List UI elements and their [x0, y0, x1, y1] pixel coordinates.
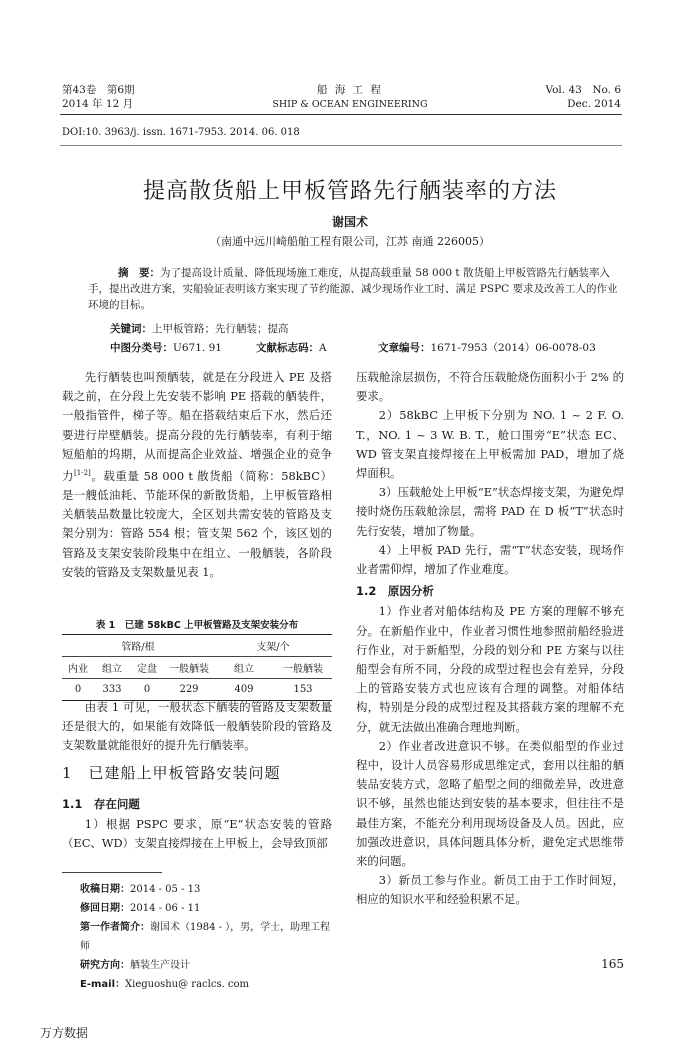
keywords-label: 关键词： — [110, 323, 152, 335]
keywords-text: 上甲板管路；先行舾装；提高 — [152, 323, 289, 335]
section-1-1-heading: 1.1 存在问题 — [62, 797, 140, 811]
table-cell: 229 — [179, 684, 199, 695]
intro-paragraph — [62, 368, 332, 582]
footnote-research — [80, 956, 340, 975]
footnotes — [80, 880, 340, 994]
abstract-label: 摘 要： — [118, 267, 160, 279]
table-header-cell: 一般舾装 — [169, 664, 209, 675]
page-number: 165 — [601, 957, 624, 971]
doi: DOI:10. 3963/j. issn. 1671-7953. 2014. 06. 018 — [62, 127, 300, 138]
right-column — [356, 368, 624, 910]
section-1-1-paragraph — [62, 815, 332, 853]
clc-label: 中图分类号： — [110, 342, 173, 354]
table-cell: 153 — [293, 684, 313, 695]
clc — [110, 340, 222, 355]
footnote-text: 2014 - 06 - 11 — [130, 903, 201, 914]
article-number-value: 1671-7953（2014）06-0078-03 — [430, 342, 596, 354]
after-table-text: 由表 1 可见，一般状态下舾装的管路及支架数量还是很大的，如果能有效降低一般舾装阶段的管路及支架数量就能很好的提升先行舾装率。 — [62, 700, 332, 753]
footnote-text: 2014 - 05 - 13 — [130, 884, 201, 895]
after-table-paragraph — [62, 698, 332, 756]
abstract-text: 为了提高设计质量、降低现场施工难度，从提高载重量 58 000 t 散货船上甲板管路先行舾装率入手，提出改进方案，实船验证表明该方案实现了节约能源、减少现场作业工时、满足 PSPC 要求及改善工人的作业环境的目标。 — [88, 267, 618, 311]
right-paragraph-5: 1）作业者对船体结构及 PE 方案的理解不够充分。在新船作业中，作业者习惯性地参照前船经验进行作业，对于新船型，分段的划分和 PE 方案与以往船型会有所不同，分段的成型过程也会有差异，分段上的管路安装方式也应该有合理的调整。对船体结构，特别是分段的成型过程及其搭载方案的理解不充分，就无法做出准确合理地判断。 — [356, 604, 624, 734]
left-column — [62, 368, 332, 582]
table-row — [62, 679, 332, 701]
right-paragraph-4: 4）上甲板 PAD 先行，需“T”状态安装，现场作业者需仰焊，增加了作业难度。 — [356, 542, 624, 577]
table-header-cell: 一般舾装 — [283, 664, 323, 675]
doc-code-label: 文献标志码： — [256, 342, 319, 354]
keywords — [110, 321, 289, 336]
table-cell: 333 — [102, 684, 122, 695]
table-caption: 表 1 已建 58kBC 上甲板管路及支架安装分布 — [95, 620, 299, 631]
footnote-label: E-mail： — [80, 979, 126, 990]
footnote-text: 舾装生产设计 — [130, 960, 190, 971]
right-paragraph-3: 3）压载舱处上甲板“E”状态焊接支架，为避免焊接时烧伤压载舱涂层，需将 PAD 在 D 板“T”状态时先行安装，增加了物量。 — [356, 485, 624, 538]
affiliation: （南通中远川崎船舶工程有限公司，江苏 南通 226005） — [210, 235, 490, 248]
footnote-received — [80, 880, 340, 899]
section-1-2-heading: 1.2 原因分析 — [356, 584, 434, 599]
table-group-header-supports: 支架/个 — [256, 642, 290, 653]
article-number-label: 文章编号： — [378, 342, 431, 354]
table-cell: 0 — [143, 684, 151, 695]
doi-rule — [60, 145, 622, 146]
footnote-label: 研究方向： — [80, 960, 130, 971]
table-1 — [62, 634, 332, 701]
intro-text: 先行舾装也叫预舾装，就是在分段进入 PE 及搭载之前，在分段上先安装不影响 PE 搭载的舾装件，一般指管件，梯子等。船在搭载结束后下水，然后还要进行岸壁舾装。提高分段的先行舾装率，有利于缩短船舶的坞期，从而提高企业效益、增强企业的竞争力 — [62, 370, 332, 483]
table-header-cell: 组立 — [102, 664, 122, 675]
footnote-email — [80, 975, 340, 994]
footnote-revised — [80, 899, 340, 918]
footnote-label: 收稿日期： — [80, 884, 130, 895]
section-1-1-text: 1）根据 PSPC 要求，原“E”状态安装的管路（EC、WD）支架直接焊接在上甲板上，会导致顶部 — [62, 817, 332, 851]
table-header-cell: 内业 — [68, 664, 88, 675]
article-title: 提高散货船上甲板管路先行舾装率的方法 — [142, 179, 557, 204]
header-vol-en: Vol. 43 No. 6 — [545, 84, 621, 96]
clc-value: U671. 91 — [173, 342, 222, 354]
footnote-author — [80, 918, 340, 956]
footnote-rule — [62, 872, 162, 873]
header-volume: 第43卷 第6期 — [62, 84, 135, 96]
footnote-label: 第一作者简介： — [80, 922, 150, 933]
table-cell: 0 — [74, 684, 82, 695]
header-date-en: Dec. 2014 — [567, 98, 621, 110]
doc-code-value: A — [319, 342, 327, 354]
article-number — [378, 340, 596, 355]
abstract — [88, 265, 618, 313]
header-journal-cn: 船 海 工 程 — [316, 84, 383, 96]
header-journal-en: SHIP & OCEAN ENGINEERING — [272, 99, 428, 110]
intro-text-cont: 。载重量 58 000 t 散货船（简称：58kBC）是一艘低油耗、节能环保的新散货船，上甲板管路相关舾装品数量比较庞大，全区划共需安装的管路及支架分别为：管路 554 根；管支架 562 个，该区划的管路及支架安装阶段集中在组立、一般舾装，各阶段安装的管路及支架数量见表 1。 — [62, 468, 332, 579]
table-header-cell: 定盘 — [137, 664, 157, 675]
section-1-heading: 1 已建船上甲板管路安装问题 — [62, 764, 281, 782]
doc-code — [256, 340, 327, 355]
right-paragraph-7: 3）新员工参与作业。新员工由于工作时间短，相应的知识水平和经验积累不足。 — [356, 873, 624, 907]
footnote-text: Xieguoshu@ raclcs. com — [125, 979, 250, 990]
footnote-text: 谢国术（1984 - ），男，学士，助理工程师 — [80, 922, 331, 952]
header-rule — [60, 114, 622, 115]
header-date-cn: 2014 年 12 月 — [62, 98, 134, 110]
author: 谢国术 — [331, 215, 368, 229]
right-paragraph-2: 2）58kBC 上甲板下分别为 NO. 1 ~ 2 F. O. T.，NO. 1 ~ 3 W. B. T.，舱口围旁“E”状态 EC、WD 管支架直接焊接在上甲板需加 PAD，增加了烧焊面积。 — [356, 408, 624, 481]
footnote-label: 修回日期： — [80, 903, 130, 914]
right-paragraph-6: 2）作业者改进意识不够。在类似船型的作业过程中，设计人员容易形成思维定式，套用以往船的舾装品安装方式，忽略了船型之间的细微差异，改进意识不够，虽然也能达到安装的基本要求，但往往不是最佳方案，不能充分利用现场设备及人员。因此，应加强改进意识，具体问题具体分析，避免定式思维带来的问题。 — [356, 738, 624, 869]
table-group-header-pipes: 管路/根 — [121, 642, 155, 653]
table-cell: 409 — [234, 684, 254, 695]
table-header-cell: 组立 — [234, 664, 254, 675]
right-paragraph-1: 压载舱涂层损伤，不符合压载舱烧伤面积小于 2% 的要求。 — [356, 370, 624, 404]
watermark: 万方数据 — [40, 1026, 89, 1040]
intro-citation: [1-2] — [74, 469, 91, 478]
